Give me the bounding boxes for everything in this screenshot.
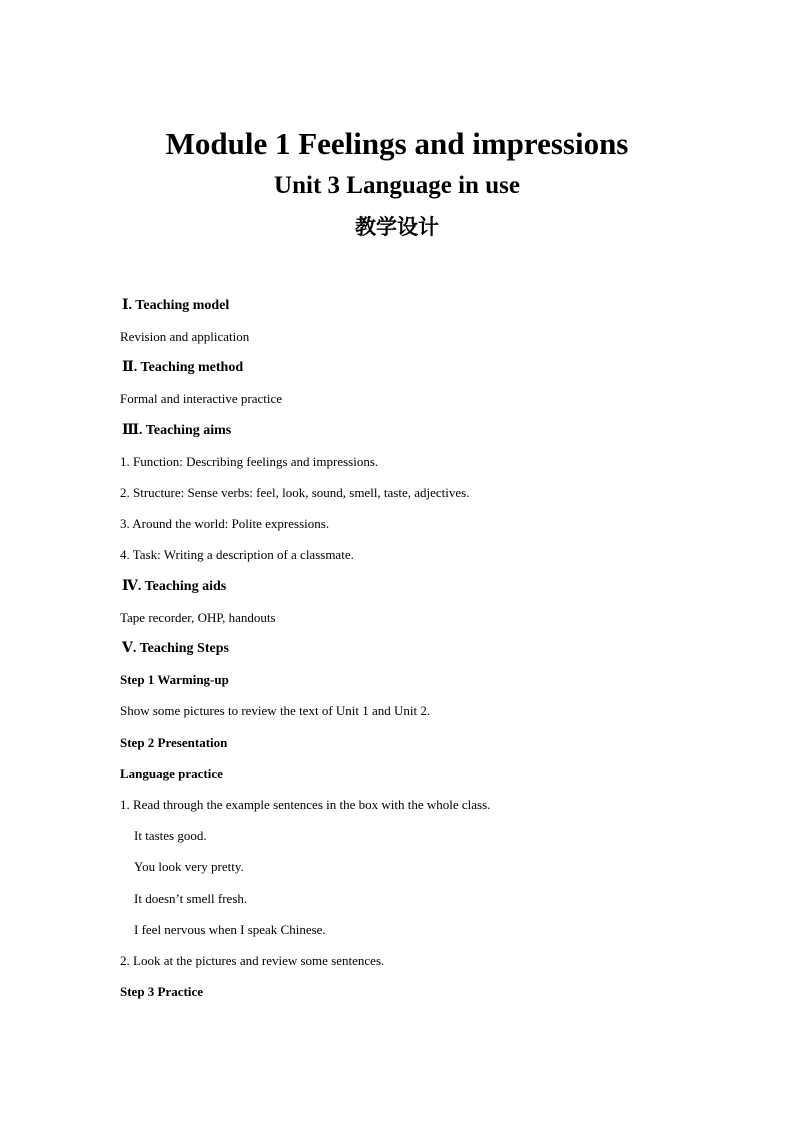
section-heading-teaching-steps: Ⅴ. Teaching Steps (122, 641, 229, 656)
teaching-model-text: Revision and application (120, 329, 250, 344)
example-sentence: It tastes good. (134, 828, 207, 843)
example-sentence: You look very pretty. (134, 859, 244, 874)
step-3-title: Step 3 Practice (120, 984, 204, 999)
aim-item: 4. Task: Writing a description of a classmate. (120, 547, 354, 562)
example-sentence: I feel nervous when I speak Chinese. (134, 922, 326, 937)
section-heading-teaching-aims: Ⅲ. Teaching aims (122, 423, 232, 438)
example-sentence: It doesn’t smell fresh. (134, 891, 248, 906)
teaching-method-text: Formal and interactive practice (120, 391, 283, 406)
language-practice-label: Language practice (120, 766, 223, 781)
section-heading-teaching-method: Ⅱ. Teaching method (122, 360, 244, 375)
document-title: Module 1 Feelings and impressions (165, 126, 629, 161)
section-heading-teaching-model: Ⅰ. Teaching model (122, 298, 230, 313)
aim-item: 1. Function: Describing feelings and impressions. (120, 454, 379, 469)
document-subtitle: Unit 3 Language in use (274, 172, 520, 199)
step-1-title: Step 1 Warming-up (120, 672, 229, 687)
chinese-title: 教学设计 (355, 215, 439, 239)
practice-item-1: 1. Read through the example sentences in the box with the whole class. (120, 797, 491, 812)
step-2-title: Step 2 Presentation (120, 735, 228, 750)
step-1-text: Show some pictures to review the text of Unit 1 and Unit 2. (120, 703, 431, 718)
teaching-aids-text: Tape recorder, OHP, handouts (120, 610, 276, 625)
aim-item: 2. Structure: Sense verbs: feel, look, sound, smell, taste, adjectives. (120, 485, 470, 500)
aim-item: 3. Around the world: Polite expressions. (120, 516, 330, 531)
section-heading-teaching-aids: Ⅳ. Teaching aids (122, 579, 227, 594)
practice-item-2: 2. Look at the pictures and review some sentences. (120, 953, 385, 968)
